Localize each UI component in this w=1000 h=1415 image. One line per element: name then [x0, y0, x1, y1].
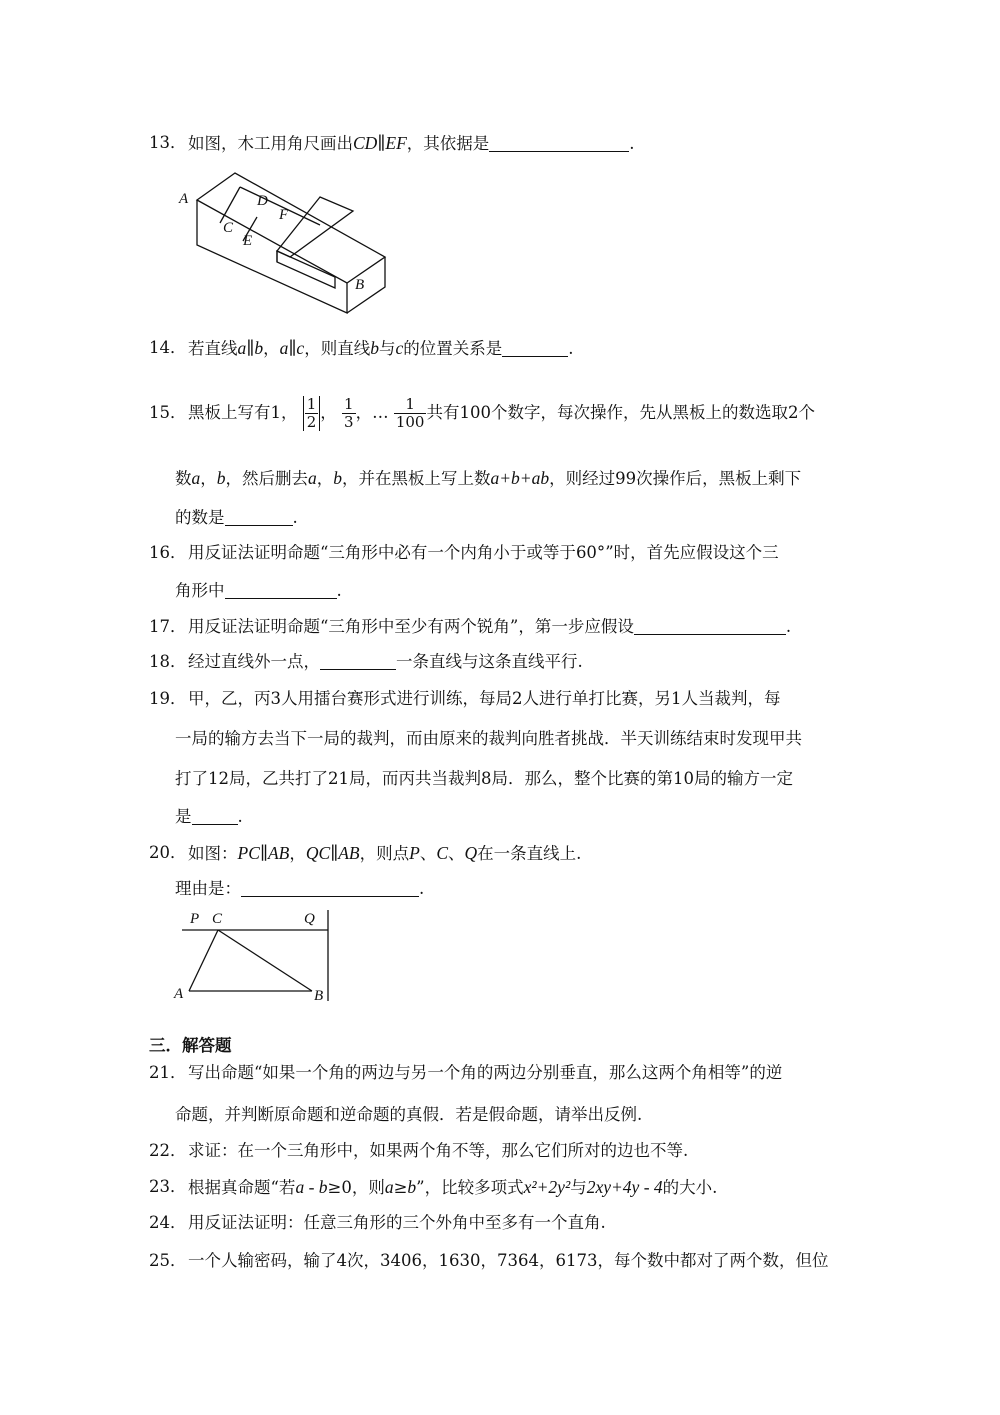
point-label-D: D	[257, 193, 268, 209]
answer-blank[interactable]	[320, 653, 396, 670]
math-expression: a∥b	[237, 338, 264, 358]
math-expression: CD∥EF	[353, 133, 407, 153]
polynomial: 2xy+4y - 4	[586, 1177, 663, 1197]
question-number: 24．	[149, 1213, 187, 1232]
point-label-F: F	[279, 207, 289, 223]
point-label-Q: Q	[304, 911, 315, 927]
answer-blank[interactable]	[192, 808, 238, 825]
question-number: 25．	[149, 1251, 187, 1270]
math-expression: a+b+ab	[490, 468, 550, 488]
answer-blank[interactable]	[502, 340, 568, 357]
point-label-A: A	[179, 191, 189, 207]
point-label-E: E	[243, 233, 253, 249]
section-heading: 三．解答题	[149, 1036, 232, 1055]
question-number: 19．	[149, 689, 187, 708]
fraction-1-3: $\frac{1}{3}$	[344, 395, 354, 431]
question-number: 15．	[149, 403, 187, 422]
figure-carpenter-square	[175, 165, 415, 315]
question-number: 23．	[149, 1177, 187, 1196]
question-number: 20．	[149, 843, 187, 862]
fraction-1-100: $\frac{1}{100}$	[395, 395, 425, 431]
point-label-C: C	[223, 220, 234, 236]
password-codes: 3406，1630，7364，6173	[380, 1251, 598, 1270]
question-text: 如图，木工用角尺画出	[188, 134, 353, 153]
fraction-1-2: $\frac{1}{2}$	[303, 396, 321, 431]
question-number: 13．	[149, 133, 187, 152]
question-text: ，其依据是	[406, 134, 490, 153]
polynomial: x²+2y²	[523, 1177, 571, 1197]
point-label-P: P	[190, 911, 200, 927]
question-number: 14．	[149, 338, 187, 357]
math-expression: a∥c	[279, 338, 305, 358]
answer-blank[interactable]	[225, 582, 337, 599]
question-number: 17．	[149, 617, 187, 636]
question-number: 16．	[149, 543, 187, 562]
answer-blank[interactable]	[489, 135, 629, 152]
math-expression: PC∥AB	[237, 843, 290, 863]
answer-blank[interactable]	[241, 880, 419, 897]
question-number: 21．	[149, 1063, 187, 1082]
answer-blank[interactable]	[634, 618, 786, 635]
figure-triangle-pcq	[172, 905, 342, 1005]
point-label-B: B	[314, 988, 324, 1004]
question-number: 22．	[149, 1141, 187, 1160]
math-expression: QC∥AB	[305, 843, 360, 863]
point-label-A: A	[174, 986, 184, 1002]
point-label-C: C	[212, 911, 223, 927]
answer-blank[interactable]	[225, 509, 293, 526]
question-number: 18．	[149, 652, 187, 671]
point-label-B: B	[355, 277, 365, 293]
